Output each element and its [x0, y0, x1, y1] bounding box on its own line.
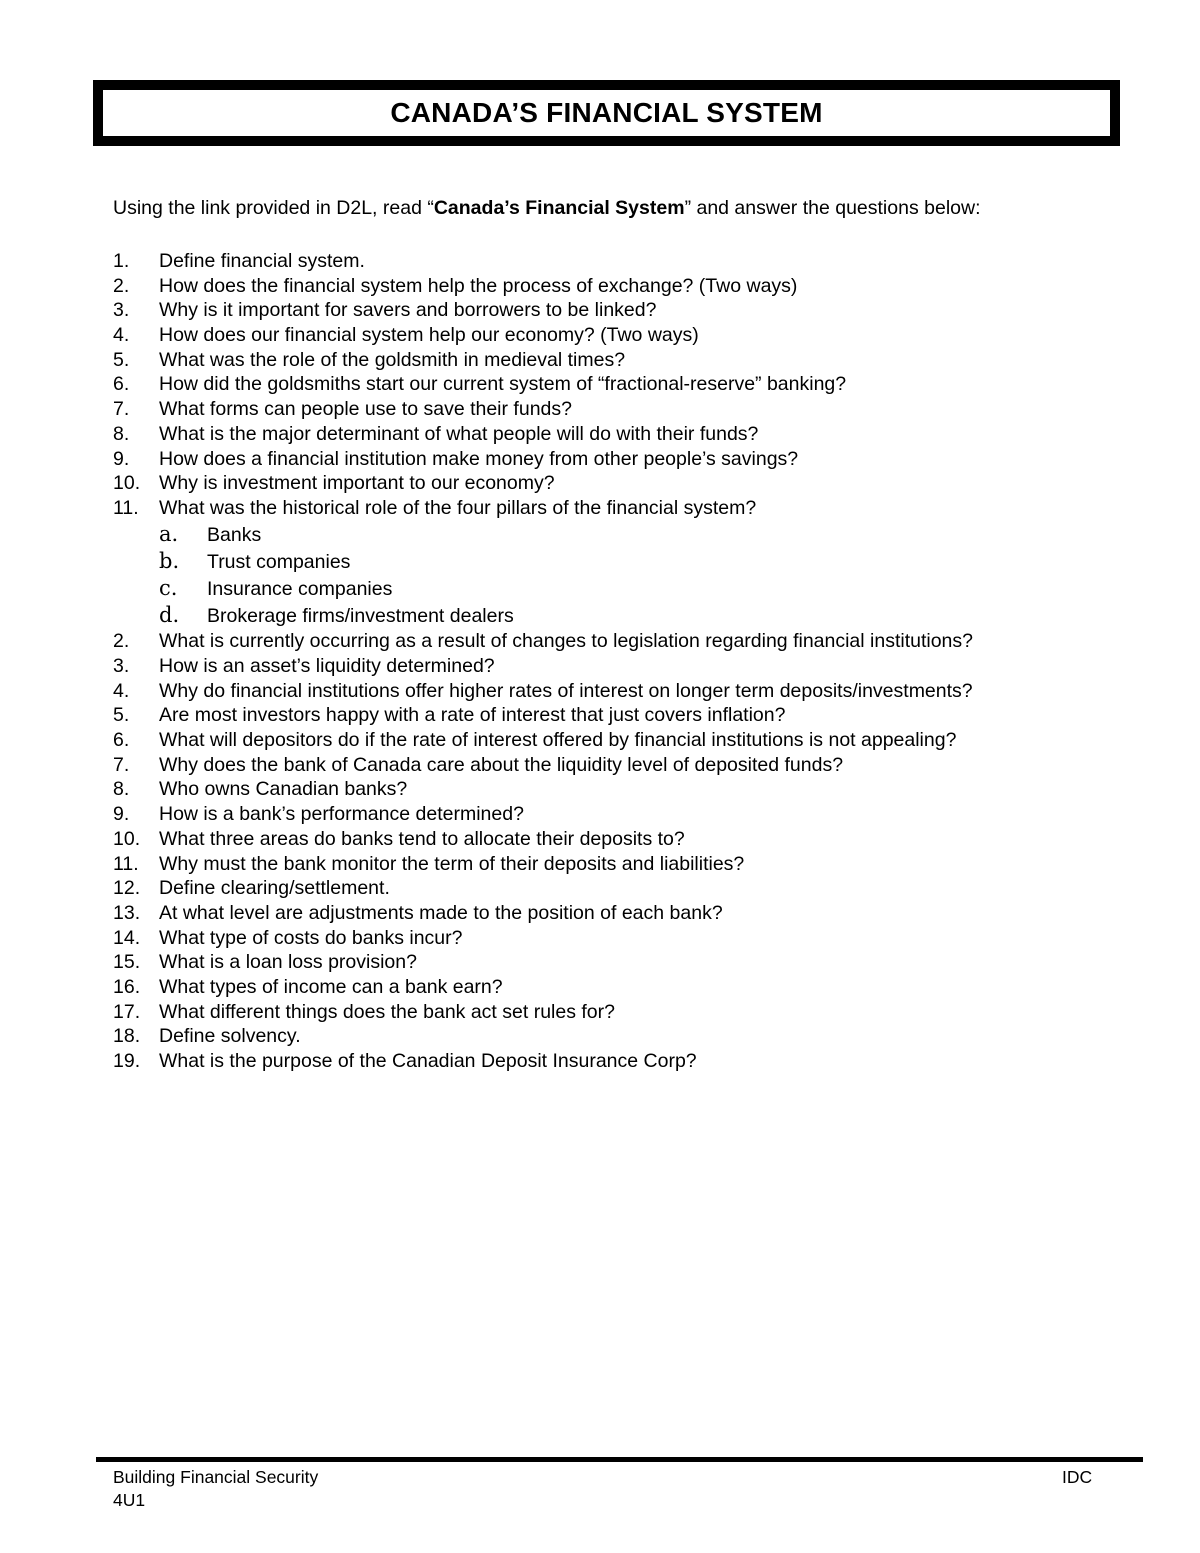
question-item — [113, 323, 973, 348]
sub-item-text: Insurance companies — [207, 577, 393, 600]
question-text: What is the major determinant of what people will do with their funds? — [159, 422, 759, 445]
question-text: How did the goldsmiths start our current system of “fractional-reserve” banking? — [159, 373, 847, 396]
question-item — [113, 447, 973, 472]
question-number: 17. — [113, 1000, 141, 1023]
question-text: What will depositors do if the rate of interest offered by financial institutions is not appealing? — [159, 729, 957, 752]
sub-item-letter: c. — [159, 575, 178, 600]
footer-divider — [96, 1457, 1143, 1462]
question-number: 15. — [113, 951, 141, 974]
question-text: How is an asset’s liquidity determined? — [159, 655, 495, 677]
question-text: What was the role of the goldsmith in medieval times? — [159, 348, 626, 371]
question-text: What is a loan loss provision? — [159, 951, 417, 974]
question-item — [113, 703, 973, 728]
question-item — [113, 1049, 973, 1074]
question-text: What type of costs do banks incur? — [159, 926, 463, 949]
sub-item-text: Banks — [207, 523, 262, 546]
question-number: 5. — [113, 348, 130, 371]
question-number: 9. — [113, 447, 130, 470]
question-item — [113, 422, 973, 447]
question-item — [113, 496, 973, 521]
question-item — [113, 298, 973, 323]
question-text: Why does the bank of Canada care about the liquidity level of deposited funds? — [159, 753, 844, 776]
question-number: 18. — [113, 1025, 141, 1048]
question-number: 7. — [113, 398, 130, 421]
question-item — [113, 975, 973, 1000]
question-item — [113, 876, 973, 901]
question-item — [113, 753, 973, 778]
question-text: How does our financial system help our economy? (Two ways) — [159, 324, 699, 347]
question-number: 5. — [113, 704, 130, 727]
page-title: CANADA’S FINANCIAL SYSTEM — [390, 97, 823, 128]
intro-after: ” and answer the questions below: — [684, 197, 981, 219]
question-item — [113, 654, 973, 679]
question-item — [113, 901, 973, 926]
sub-item — [113, 548, 973, 575]
question-number: 11. — [113, 496, 139, 519]
question-number: 6. — [113, 729, 130, 752]
question-number: 7. — [113, 753, 130, 776]
question-text: Who owns Canadian banks? — [159, 778, 408, 801]
question-list — [113, 249, 973, 1074]
sub-item — [113, 521, 973, 548]
question-text: What forms can people use to save their funds? — [159, 398, 572, 421]
question-item — [113, 679, 973, 704]
sub-item-letter: b. — [159, 548, 180, 573]
question-number: 8. — [113, 422, 130, 445]
footer-course-name: Building Financial Security — [113, 1467, 319, 1487]
question-item — [113, 372, 973, 397]
question-number: 2. — [113, 274, 130, 297]
title-box — [93, 80, 1120, 146]
question-text: Define clearing/settlement. — [159, 877, 390, 900]
question-number: 10. — [113, 827, 141, 850]
sub-item — [113, 602, 973, 629]
question-number: 4. — [113, 324, 130, 347]
sub-item-letter: a. — [159, 521, 179, 546]
question-text: Define financial system. — [159, 250, 365, 272]
question-text: Are most investors happy with a rate of interest that just covers inflation? — [159, 704, 786, 727]
question-text: What is the purpose of the Canadian Deposit Insurance Corp? — [159, 1050, 697, 1072]
question-number: 3. — [113, 655, 130, 677]
question-item — [113, 852, 973, 877]
sub-item-letter: d. — [159, 603, 180, 628]
question-text: Why is it important for savers and borrowers to be linked? — [159, 299, 657, 322]
question-number: 10. — [113, 472, 141, 495]
question-number: 6. — [113, 373, 130, 396]
question-number: 4. — [113, 679, 130, 702]
question-number: 9. — [113, 803, 130, 826]
footer-course-code: 4U1 — [113, 1490, 146, 1510]
question-text: How does the financial system help the process of exchange? (Two ways) — [159, 274, 798, 297]
question-item — [113, 274, 973, 299]
question-number: 16. — [113, 975, 141, 998]
question-number: 13. — [113, 901, 141, 924]
question-item — [113, 728, 973, 753]
question-text: What different things does the bank act set rules for? — [159, 1000, 615, 1023]
question-number: 14. — [113, 926, 141, 949]
question-text: What types of income can a bank earn? — [159, 975, 503, 998]
footer-code: IDC — [1062, 1467, 1093, 1487]
question-number: 19. — [113, 1050, 141, 1072]
question-item — [113, 926, 973, 951]
sub-item-text: Brokerage firms/investment dealers — [207, 605, 514, 628]
question-item — [113, 629, 973, 654]
question-text: At what level are adjustments made to the position of each bank? — [159, 901, 723, 924]
question-number: 8. — [113, 778, 130, 801]
question-item — [113, 397, 973, 422]
question-item — [113, 777, 973, 802]
sub-item-text: Trust companies — [207, 550, 351, 573]
question-text: What is currently occurring as a result of changes to legislation regarding financial institutions? — [159, 630, 974, 653]
question-number: 1. — [113, 250, 130, 272]
intro-bold-title: Canada’s Financial System — [433, 197, 685, 219]
question-number: 12. — [113, 877, 141, 900]
question-text: What was the historical role of the four pillars of the financial system? — [159, 496, 757, 519]
question-text: How is a bank’s performance determined? — [159, 803, 524, 826]
question-item — [113, 1024, 973, 1049]
question-item — [113, 1000, 973, 1025]
question-number: 11. — [113, 852, 139, 875]
question-text: Why is investment important to our economy? — [159, 472, 555, 495]
question-text: What three areas do banks tend to allocate their deposits to? — [159, 827, 685, 850]
question-text: Why do financial institutions offer higher rates of interest on longer term deposits/investments? — [159, 679, 973, 702]
question-number: 2. — [113, 630, 130, 653]
question-text: Define solvency. — [159, 1025, 301, 1048]
intro-before: Using the link provided in D2L, read “ — [113, 197, 434, 219]
question-number: 3. — [113, 299, 130, 322]
intro-paragraph — [113, 197, 981, 220]
question-item — [113, 348, 973, 373]
footer-course — [113, 1466, 318, 1512]
question-item — [113, 249, 973, 274]
question-text: How does a financial institution make money from other people’s savings? — [159, 447, 799, 470]
question-item — [113, 827, 973, 852]
question-item — [113, 950, 973, 975]
question-text: Why must the bank monitor the term of their deposits and liabilities? — [159, 852, 745, 875]
sub-item — [113, 575, 973, 602]
question-item — [113, 802, 973, 827]
question-item — [113, 471, 973, 496]
